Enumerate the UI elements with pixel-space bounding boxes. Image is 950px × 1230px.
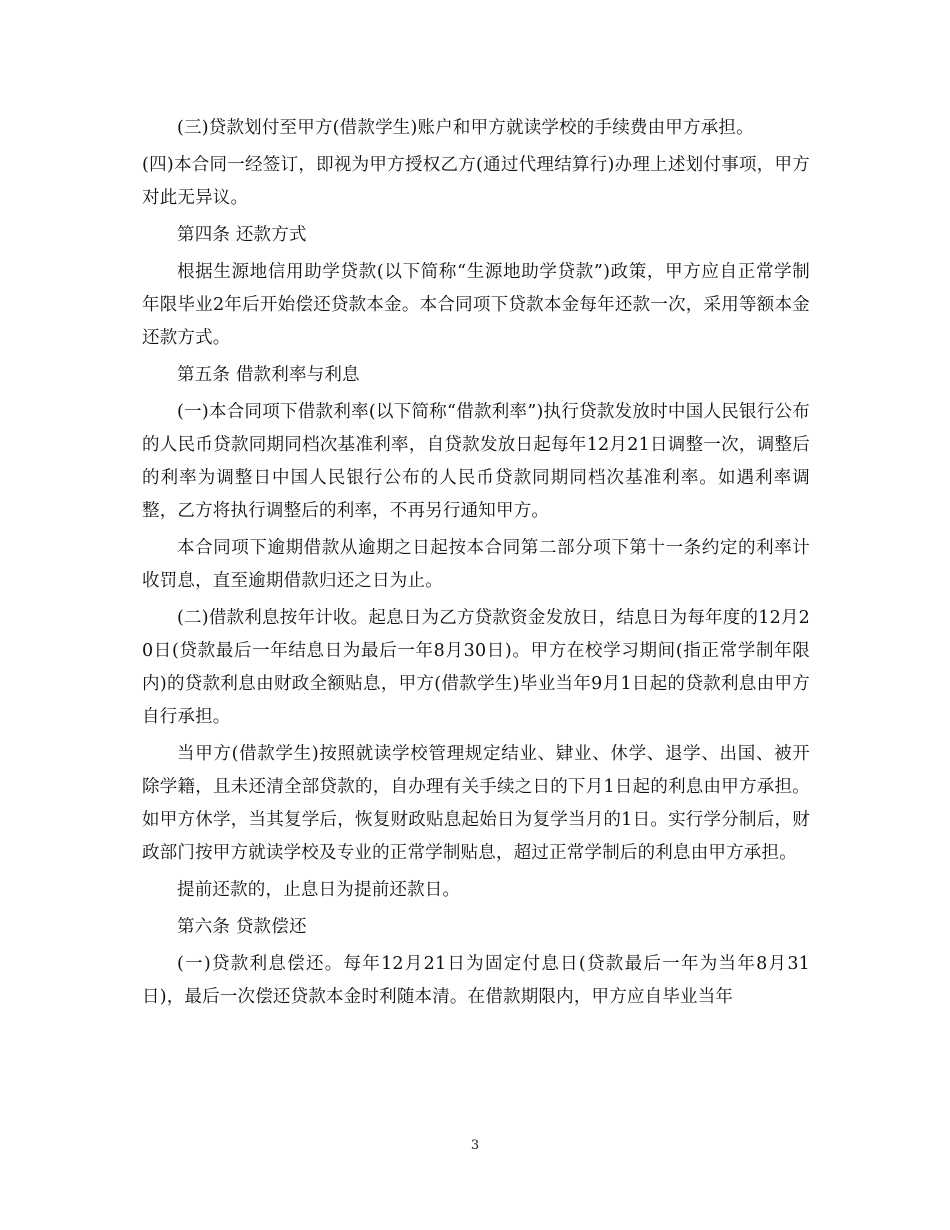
paragraph-interest-rate: (一)本合同项下借款利率(以下简称“借款利率”)执行贷款发放时中国人民银行公布的人民币贷款同期同档次基准利率，自贷款发放日起每年12月21日调整一次，调整后的利率为调整日中国人民银行公布的人民币贷款同期同档次基准利率。如遇利率调整，乙方将执行调整后的利率，不再另行通知甲方。 bbox=[142, 402, 810, 521]
document-body bbox=[142, 112, 810, 1018]
paragraph-overdue-penalty: 本合同项下逾期借款从逾期之日起按本合同第二部分项下第十一条约定的利率计收罚息，直至逾期借款归还之日为止。 bbox=[142, 538, 810, 591]
section-heading-article-5: 第五条 借款利率与利息 bbox=[177, 365, 360, 385]
paragraph-student-status-change: 当甲方(借款学生)按照就读学校管理规定结业、肄业、休学、退学、出国、被开除学籍，且未还清全部贷款的，自办理有关手续之日的下月1日起的利息由甲方承担。如甲方休学，当其复学后，恢复财政贴息起始日为复学当月的1日。实行学分制后，财政部门按甲方就读学校及专业的正常学制贴息，超过正常学制后的利息由甲方承担。 bbox=[142, 744, 810, 863]
paragraph-interest-repayment: (一)贷款利息偿还。每年12月21日为固定付息日(贷款最后一年为当年8月31日)，最后一次偿还贷款本金时利随本清。在借款期限内，甲方应自毕业当年 bbox=[142, 954, 810, 1007]
paragraph-early-repayment: 提前还款的，止息日为提前还款日。 bbox=[177, 880, 461, 900]
paragraph-interest-calculation: (二)借款利息按年计收。起息日为乙方贷款资金发放日，结息日为每年度的12月20日(贷款最后一年结息日为最后一年8月30日)。甲方在校学习期间(指正常学制年限内)的贷款利息由财政全额贴息，甲方(借款学生)毕业当年9月1日起的贷款利息由甲方自行承担。 bbox=[142, 608, 810, 727]
section-heading-article-4: 第四条 还款方式 bbox=[177, 225, 307, 245]
paragraph-authorization-clause: (四)本合同一经签订，即视为甲方授权乙方(通过代理结算行)办理上述划付事项，甲方对此无异议。 bbox=[142, 155, 810, 208]
paragraph-fee-clause: (三)贷款划付至甲方(借款学生)账户和甲方就读学校的手续费由甲方承担。 bbox=[177, 118, 754, 138]
page-number: 3 bbox=[470, 1138, 480, 1153]
paragraph-repayment-method: 根据生源地信用助学贷款(以下简称“生源地助学贷款”)政策，甲方应自正常学制年限毕业2年后开始偿还贷款本金。本合同项下贷款本金每年还款一次，采用等额本金还款方式。 bbox=[142, 262, 810, 348]
section-heading-article-6: 第六条 贷款偿还 bbox=[177, 917, 307, 937]
